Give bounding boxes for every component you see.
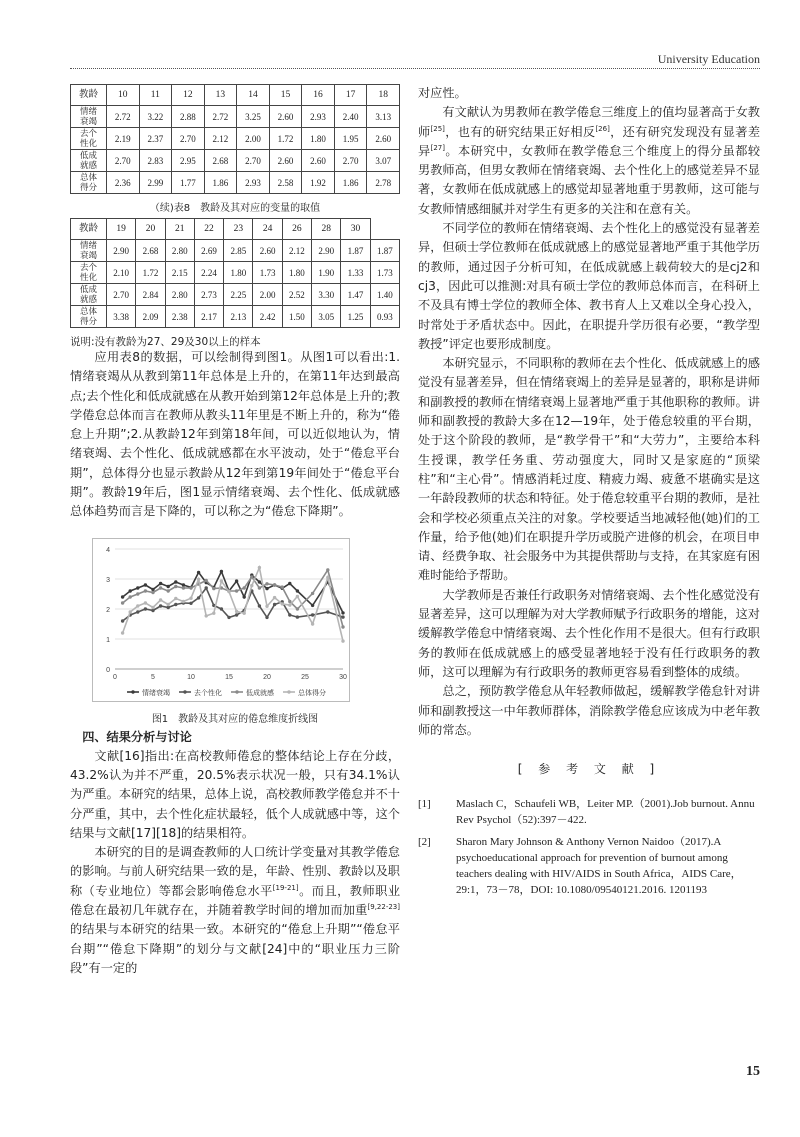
table-cell: 3.13 [367,106,400,128]
table-header-cell: 14 [237,85,270,106]
table-cell: 2.13 [224,306,253,328]
table-cell: 1.72 [136,262,165,284]
table-row [71,240,400,262]
data-point [197,577,200,580]
data-point [235,579,238,582]
data-point [288,581,291,584]
reference-item [418,796,760,828]
table-header-cell: 26 [282,219,311,240]
data-point [243,586,246,589]
data-point [205,578,208,581]
table-cell: 2.99 [139,172,172,194]
y-tick-label: 0 [106,666,110,674]
data-point [144,583,147,586]
data-point [288,603,291,606]
data-point [281,602,284,605]
table-row [71,128,400,150]
row-label: 总体 得分 [71,172,107,194]
x-tick-label: 30 [339,673,347,681]
data-point [212,587,215,590]
table-cell: 2.42 [253,306,282,328]
table-cell: 2.93 [302,106,335,128]
table-cell: 2.60 [269,150,302,172]
data-point [258,604,261,607]
table-caption: （续)表8 教龄及其对应的变量的取值 [149,203,321,214]
x-tick-label: 25 [301,673,309,681]
table-cell: 2.93 [237,172,270,194]
table-cell: 2.68 [204,150,237,172]
data-point [159,581,162,584]
table-cell: 2.60 [253,240,282,262]
data-point [341,611,344,614]
table-cell: 2.72 [204,106,237,128]
table-header-cell: 11 [139,85,172,106]
legend-label: 去个性化 [194,688,222,697]
legend-marker [235,690,238,693]
data-point [311,603,314,606]
table-header-cell: 18 [367,85,400,106]
data-point [265,582,268,585]
table-cell: 2.78 [367,172,400,194]
data-point [341,639,344,642]
table-header-cell: 16 [302,85,335,106]
data-point [189,586,192,589]
data-point [136,592,139,595]
data-point [296,607,299,610]
data-point [151,608,154,611]
page-number: 15 [746,1064,760,1079]
table-cell: 2.84 [136,284,165,306]
data-point [326,575,329,578]
data-point [326,610,329,613]
table-cell: 2.72 [107,106,140,128]
table-header-cell: 21 [165,219,194,240]
y-tick-label: 1 [106,636,110,644]
table-cell: 2.10 [107,262,136,284]
data-point [197,596,200,599]
data-point [311,613,314,616]
row-label: 低成 就感 [71,284,107,306]
table-row [71,284,400,306]
data-point [250,575,253,578]
table-header-cell: 10 [107,85,140,106]
legend-marker [131,690,134,693]
data-point [189,596,192,599]
table-cell: 2.00 [237,128,270,150]
reference-number: [1] [418,798,431,811]
table-header-cell: 教龄 [71,85,107,106]
data-point [265,615,268,618]
y-tick-label: 3 [106,576,110,584]
table-cell: 2.70 [237,150,270,172]
data-point [227,590,230,593]
table-header-cell: 24 [253,219,282,240]
table-cell: 2.38 [165,306,194,328]
right-column [418,84,760,904]
table-cell: 1.73 [253,262,282,284]
table-cell: 1.87 [370,240,399,262]
data-point [121,619,124,622]
table-cell: 0.93 [370,306,399,328]
table-header-cell: 教龄 [71,219,107,240]
data-point [189,601,192,604]
reference-list [418,796,760,898]
table-cell: 1.73 [370,262,399,284]
data-point [227,615,230,618]
data-point [159,604,162,607]
table-header-cell: 28 [312,219,341,240]
data-point [281,585,284,588]
row-label: 情绪 衰竭 [71,106,107,128]
reference-number: [2] [418,836,431,849]
line-chart [92,538,350,702]
table-cell: 1.90 [312,262,341,284]
table-cell: 1.80 [224,262,253,284]
table-cell: 1.33 [341,262,370,284]
row-label: 低成 就感 [71,150,107,172]
paragraph: 文献[16]指出:在高校教师倦怠的整体结论上存在分歧，43.2%认为并不严重，20.5%表示状况一般，只有34.1%认为严重。本研究的结果，总体上说，高校教师教学倦怠并不十分严重，其中，去个性化症状最轻，低个人成就感中等，这个结果与文献[17][18]的结果相符。 [70,748,401,840]
table-header-cell: 12 [172,85,205,106]
reference-text: Sharon Mary Johnson & Anthony Vernon Naidoo（2017).A psychoeducational approach for prevention of burnout among teachers dealing with HIV/AIDS in South Africa，AIDS Care，29:1，73－78，DOI: 10.1080/09540121.2016. 1201193 [456,836,742,897]
table-cell: 2.36 [107,172,140,194]
table-row [71,150,400,172]
paragraph: 本研究的目的是调查教师的人口统计学变量对其教学倦怠的影响。与前人研究结果一致的是，年龄、性别、教龄以及职称（专业地位）等都会影响倦怠水平[19-21]。而且，教师职业倦怠在最初几年就存在，并随着教学时间的增加而加重[9,22-23]的结果与本研究的结果一致。本研究的“倦怠上升期”“倦怠平台期”“倦怠下降期”的划分与文献[24]中的“职业压力三阶段”有一定的 [70,845,401,975]
data-point [212,611,215,614]
row-label: 情绪 衰竭 [71,240,107,262]
data-point [121,601,124,604]
reference-text: Maslach C，Schaufeli WB，Leiter MP.（2001).Job burnout. Annu Rev Psychol（52):397－422. [456,798,755,827]
data-point [205,586,208,589]
table-cell: 1.50 [282,306,311,328]
data-point [174,580,177,583]
table-cell: 2.70 [107,150,140,172]
table-cell: 2.60 [302,150,335,172]
table-cell: 2.70 [107,284,136,306]
data-point [136,586,139,589]
table-cell: 1.77 [172,172,205,194]
data-table-1 [70,84,400,194]
data-point [205,614,208,617]
table-cell: 2.85 [224,240,253,262]
paragraph: 有文献认为男教师在教学倦怠三维度上的值均显著高于女教师[25]，也有的研究结果正好相反[26]，还有研究发现没有显著差异[27]。本研究中，女教师在教学倦怠三个维度上的得分虽都较男教师高，但男女教师在情绪衰竭、去个性化上的感觉差异不显著，女教师在低成就感上的感觉却显著地重于男教师，这可能与女教师情感细腻并对学生有更多的关注和在意有关。 [418,105,761,216]
table-cell: 2.12 [282,240,311,262]
data-point [273,596,276,599]
row-label: 去个 性化 [71,128,107,150]
x-tick-label: 0 [113,673,117,681]
table-cell: 2.69 [194,240,223,262]
table-row [71,106,400,128]
y-tick-label: 2 [106,606,110,614]
x-tick-label: 10 [187,673,195,681]
data-point [159,598,162,601]
table-cell: 2.58 [269,172,302,194]
table-row [71,306,400,328]
table-cell: 2.09 [136,306,165,328]
table-cell: 1.92 [302,172,335,194]
table-cell: 1.87 [341,240,370,262]
data-point [296,594,299,597]
data-point [311,591,314,594]
table-cell: 1.86 [334,172,367,194]
table-header-cell: 30 [341,219,370,240]
table-cell: 3.25 [237,106,270,128]
legend-label: 情绪衰竭 [142,688,170,697]
table-cell: 2.15 [165,262,194,284]
data-point [235,609,238,612]
reference-item [418,834,760,898]
data-point [326,568,329,571]
data-point [129,589,132,592]
table-cell: 2.73 [194,284,223,306]
data-point [250,584,253,587]
left-column [70,84,400,978]
table-cell: 2.19 [107,128,140,150]
data-point [174,602,177,605]
table-row [71,262,400,284]
data-point [144,601,147,604]
legend-label: 低成就感 [246,688,274,697]
table-header-cell: 17 [334,85,367,106]
table-cell: 3.30 [312,284,341,306]
table-cell: 2.68 [136,240,165,262]
data-point [182,599,185,602]
data-point [182,583,185,586]
data-point [151,605,154,608]
table-cell: 2.70 [334,150,367,172]
data-point [220,569,223,572]
data-point [243,595,246,598]
table-cell: 3.05 [312,306,341,328]
data-point [341,615,344,618]
data-point [265,604,268,607]
data-point [273,602,276,605]
table-cell: 2.00 [253,284,282,306]
table-cell: 2.83 [139,150,172,172]
data-point [258,586,261,589]
data-point [311,622,314,625]
row-label: 去个 性化 [71,262,107,284]
table-cell: 2.95 [172,150,205,172]
data-point [167,584,170,587]
data-point [341,625,344,628]
data-point [121,595,124,598]
paragraph: 对应性。 [418,86,467,100]
table-cell: 2.37 [139,128,172,150]
table-cell: 2.70 [172,128,205,150]
paragraph: 大学教师是否兼任行政职务对情绪衰竭、去个性化感觉没有显著差异，这可以理解为对大学教师赋予行政职务的增能，这对缓解教学倦怠中情绪衰竭、去个性化作用不是很大。但有行政职务的教师在低成就感上的感受显著地轻于没有任行政职务的教师，这可以理解为有行政职务的教师更容易看到整体的成绩。 [418,587,760,679]
table-cell: 1.80 [282,262,311,284]
data-point [273,583,276,586]
y-tick-label: 4 [106,546,110,554]
table-cell: 2.90 [107,240,136,262]
table-header-cell: 20 [136,219,165,240]
header-rule [70,68,760,69]
table-header-cell: 22 [194,219,223,240]
table-cell: 2.88 [172,106,205,128]
row-label: 总体 得分 [71,306,107,328]
series-line [123,571,343,612]
table-header-cell: 13 [204,85,237,106]
table-cell: 2.90 [312,240,341,262]
data-point [243,611,246,614]
data-point [220,579,223,582]
running-header: University Education [657,52,760,66]
x-tick-label: 20 [263,673,271,681]
data-point [258,566,261,569]
table-cell: 1.80 [302,128,335,150]
table-header-cell: 23 [224,219,253,240]
table-header-cell: 19 [107,219,136,240]
references-title: [ 参 考 文 献 ] [517,762,661,777]
table-cell: 1.86 [204,172,237,194]
data-point [167,605,170,608]
table-cell: 2.12 [204,128,237,150]
table-cell: 2.40 [334,106,367,128]
data-point [182,586,185,589]
paragraph: 不同学位的教师在情绪衰竭、去个性化上的感觉没有显著差异，但硕士学位教师在低成就感上的感觉显著地严重于其他学历的教师，通过因子分析可知，在低成就感上载荷较大的是cj2和cj3，因此可以推测:对具有硕士学位的教师总体而言，在科研上不及具有博士学位的教师全体、教书育人上又难以全身心投入，时常处于矛盾状态中。因此，在职提升学历很有必要，“教学型教授”评定也要形成制度。 [418,221,760,351]
legend-marker [287,690,290,693]
data-point [151,590,154,593]
table-row [71,172,400,194]
data-point [144,589,147,592]
data-point [167,602,170,605]
table-cell: 2.60 [367,128,400,150]
table-cell: 2.52 [282,284,311,306]
table-cell: 2.60 [269,106,302,128]
data-point [151,587,154,590]
data-point [288,613,291,616]
data-point [121,631,124,634]
data-point [235,589,238,592]
data-point [136,610,139,613]
table-cell: 2.80 [165,284,194,306]
data-point [197,570,200,573]
paragraph: 本研究显示，不同职称的教师在去个性化、低成就感上的感觉没有显著差异，但在情绪衰竭上的差异是显著的，职称是讲师和副教授的教师在情绪衰竭上显著地严重于其他职称的教师。讲师和副教授的教龄大多在12—19年，处于倦怠较重的平台期，处于这个阶段的教师，是“教学骨干”和“大劳力”，主要给本科生授课，教学任务重、劳动强度大，同时又是家庭的“顶梁柱”和“主心骨”。情感消耗过度、精疲力竭、疲惫不堪确实是这一年龄段教师的状态和特征。处于倦怠较重平台期的教师，是社会和学校必须重点关注的对象。学校要适当地减轻他(她)们的工作量，给予他(她)们在职提升学历或脱产进修的机会，在项目申请、经费争取、社会服务中为其提供帮助与支持，在其家庭有困难时能给予帮助。 [418,356,760,583]
x-tick-label: 5 [151,673,155,681]
data-point [136,604,139,607]
table-cell: 2.25 [224,284,253,306]
data-point [296,589,299,592]
table-cell: 3.38 [107,306,136,328]
table-cell: 2.24 [194,262,223,284]
table-cell: 3.22 [139,106,172,128]
data-point [144,607,147,610]
x-tick-label: 15 [225,673,233,681]
paragraph: 应用表8的数据，可以绘制得到图1。从图1可以看出:1.情绪衰竭从从教到第11年总体是上升的，在第11年达到最高点;去个性化和低成就感在从教开始到第12年总体是上升的;教学倦怠总体而言在教师从教头11年里是不断上升的，称为“倦怠上升期”;2.从教龄12年到第18年间，可以近似地认为，情绪衰竭、去个性化、低成就感都在水平波动，处于“倦怠平台期”，总体得分也显示教龄从12年到第19年间处于“倦怠平台期”。教龄19年后，图1显示情绪衰竭、去个性化、低成就感总体趋势而言是下降的，可以称之为“倦怠下降期”。 [70,350,400,519]
data-point [235,613,238,616]
data-point [174,584,177,587]
table-note: 说明:没有教龄为27、29及30以上的样本 [70,336,261,348]
data-point [159,586,162,589]
data-point [174,596,177,599]
legend-marker [183,690,186,693]
data-point [296,615,299,618]
table-cell: 2.80 [165,240,194,262]
table-cell: 2.17 [194,306,223,328]
table-cell: 1.72 [269,128,302,150]
table-cell: 1.25 [341,306,370,328]
data-point [129,595,132,598]
data-point [129,610,132,613]
figure-caption: 图1 教龄及其对应的倦怠维度折线图 [151,713,319,725]
table-cell: 1.40 [370,284,399,306]
data-table-2 [70,218,400,328]
data-point [258,580,261,583]
data-point [220,607,223,610]
legend-label: 总体得分 [298,688,326,697]
table-cell: 1.95 [334,128,367,150]
chart-svg [93,539,351,703]
section-title: 四、结果分析与讨论 [82,729,192,744]
data-point [265,587,268,590]
table-header-cell: 15 [269,85,302,106]
table-cell: 1.47 [341,284,370,306]
table-cell: 3.07 [367,150,400,172]
paragraph: 总之，预防教学倦怠从年轻教师做起，缓解教学倦怠针对讲师和副教授这一中年教师群体，消除教学倦怠应该成为中老年教师的常态。 [418,684,760,737]
data-point [167,589,170,592]
